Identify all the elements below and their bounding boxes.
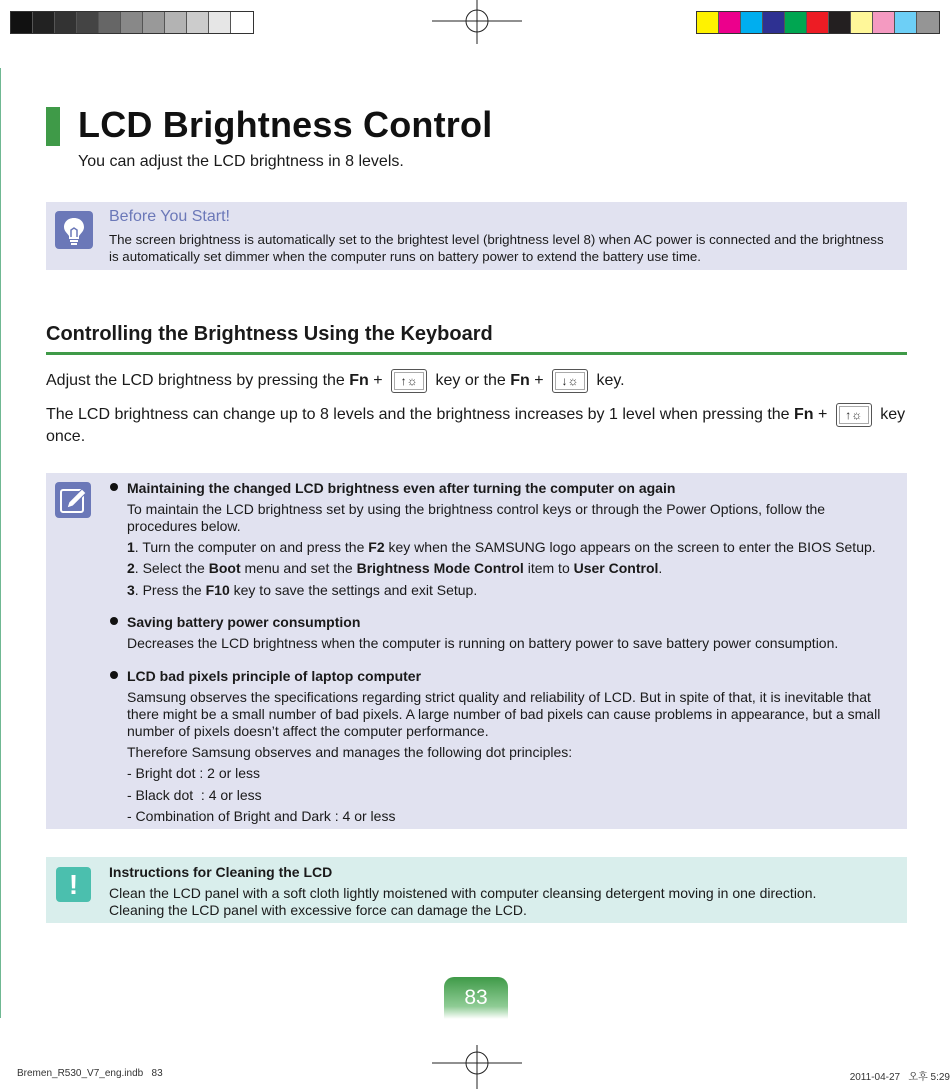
color-swatch — [697, 12, 719, 33]
keyboard-paragraph-2: The LCD brightness can change up to 8 levels and the brightness increases by 1 level when pressing the Fn + ↑☼ key once. — [46, 403, 916, 447]
color-swatch — [807, 12, 829, 33]
dot-rule-combination: - Combination of Bright and Dark : 4 or less — [127, 808, 396, 824]
note-1-text: To maintain the LCD brightness set by using the brightness control keys or through the Power Options, follow the procedures below. — [127, 501, 826, 534]
exclamation-icon: ! — [56, 867, 91, 902]
footer-file-info: Bremen_R530_V7_eng.indb 83 — [17, 1068, 163, 1079]
brightness-down-key: ↓☼ — [552, 369, 588, 393]
color-swatch — [55, 12, 77, 33]
pencil-icon — [55, 482, 91, 518]
page-title: LCD Brightness Control — [78, 104, 493, 145]
color-swatch — [11, 12, 33, 33]
color-swatch — [895, 12, 917, 33]
note-1-step-2: 2. Select the Boot menu and set the Brightness Mode Control item to User Control. — [127, 560, 663, 576]
caution-line-2: Cleaning the LCD panel with excessive force can damage the LCD. — [109, 902, 527, 918]
note-3-text-2: Therefore Samsung observes and manages the following dot principles: — [127, 744, 573, 760]
bullet-dot — [110, 483, 118, 491]
lightbulb-icon — [55, 211, 93, 249]
color-swatch — [741, 12, 763, 33]
registration-mark-bottom — [432, 1045, 522, 1089]
color-swatch — [77, 12, 99, 33]
dot-rule-black: - Black dot : 4 or less — [127, 787, 262, 803]
note-1-step-3: 3. Press the F10 key to save the settings and exit Setup. — [127, 582, 478, 598]
section-rule — [46, 352, 907, 355]
note-2-text: Decreases the LCD brightness when the computer is running on battery power to save battery power consumption. — [127, 635, 839, 651]
color-swatch — [231, 12, 253, 33]
bullet-dot — [110, 617, 118, 625]
color-swatch — [851, 12, 873, 33]
color-swatch — [33, 12, 55, 33]
color-swatch — [165, 12, 187, 33]
title-accent-bar — [46, 107, 60, 146]
color-swatch-bar — [696, 11, 940, 34]
registration-mark-top — [432, 0, 522, 44]
color-swatch — [719, 12, 741, 33]
note-2-heading: Saving battery power consumption — [127, 614, 361, 630]
color-swatch — [209, 12, 231, 33]
color-swatch — [829, 12, 851, 33]
page-subtitle: You can adjust the LCD brightness in 8 levels. — [78, 153, 404, 170]
note-3-heading: LCD bad pixels principle of laptop computer — [127, 668, 422, 684]
color-swatch — [99, 12, 121, 33]
keyboard-paragraph-1: Adjust the LCD brightness by pressing the Fn + ↑☼ key or the Fn + ↓☼ key. — [46, 369, 916, 393]
color-swatch — [121, 12, 143, 33]
color-swatch — [917, 12, 939, 33]
color-swatch — [873, 12, 895, 33]
color-swatch — [143, 12, 165, 33]
note-3-text: Samsung observes the specifications regarding strict quality and reliability of LCD. But in spite of that, it is inevitable that there might be a small number of bad pixels. A large number of bad pixels can cause problems in appearance, but a small number of pixels doesn’t affect the computer performance. — [127, 689, 881, 739]
before-start-text: The screen brightness is automatically set to the brightest level (brightness level 8) when AC power is connected and the brightness is automatically set dimmer when the computer runs on battery power to extend the battery use time. — [109, 232, 884, 264]
color-swatch — [187, 12, 209, 33]
footer-timestamp: 2011-04-27 오후 5:29 — [849, 1072, 950, 1083]
section-heading: Controlling the Brightness Using the Keyboard — [46, 323, 493, 345]
dot-rule-bright: - Bright dot : 2 or less — [127, 765, 261, 781]
before-start-heading: Before You Start! — [109, 208, 230, 225]
caution-heading: Instructions for Cleaning the LCD — [109, 864, 333, 880]
color-swatch — [785, 12, 807, 33]
gray-swatch-bar — [10, 11, 254, 34]
color-swatch — [763, 12, 785, 33]
note-1-step-1: 1. Turn the computer on and press the F2 key when the SAMSUNG logo appears on the screen to enter the BIOS Setup. — [127, 539, 876, 555]
brightness-up-key: ↑☼ — [836, 403, 872, 427]
bullet-dot — [110, 671, 118, 679]
note-1-heading: Maintaining the changed LCD brightness even after turning the computer on again — [127, 480, 676, 496]
caution-line-1: Clean the LCD panel with a soft cloth lightly moistened with computer cleansing detergent moving in one direction. — [109, 885, 817, 901]
brightness-up-key: ↑☼ — [391, 369, 427, 393]
page-number: 83 — [444, 977, 508, 1019]
page-edge-rule — [0, 68, 1, 1018]
